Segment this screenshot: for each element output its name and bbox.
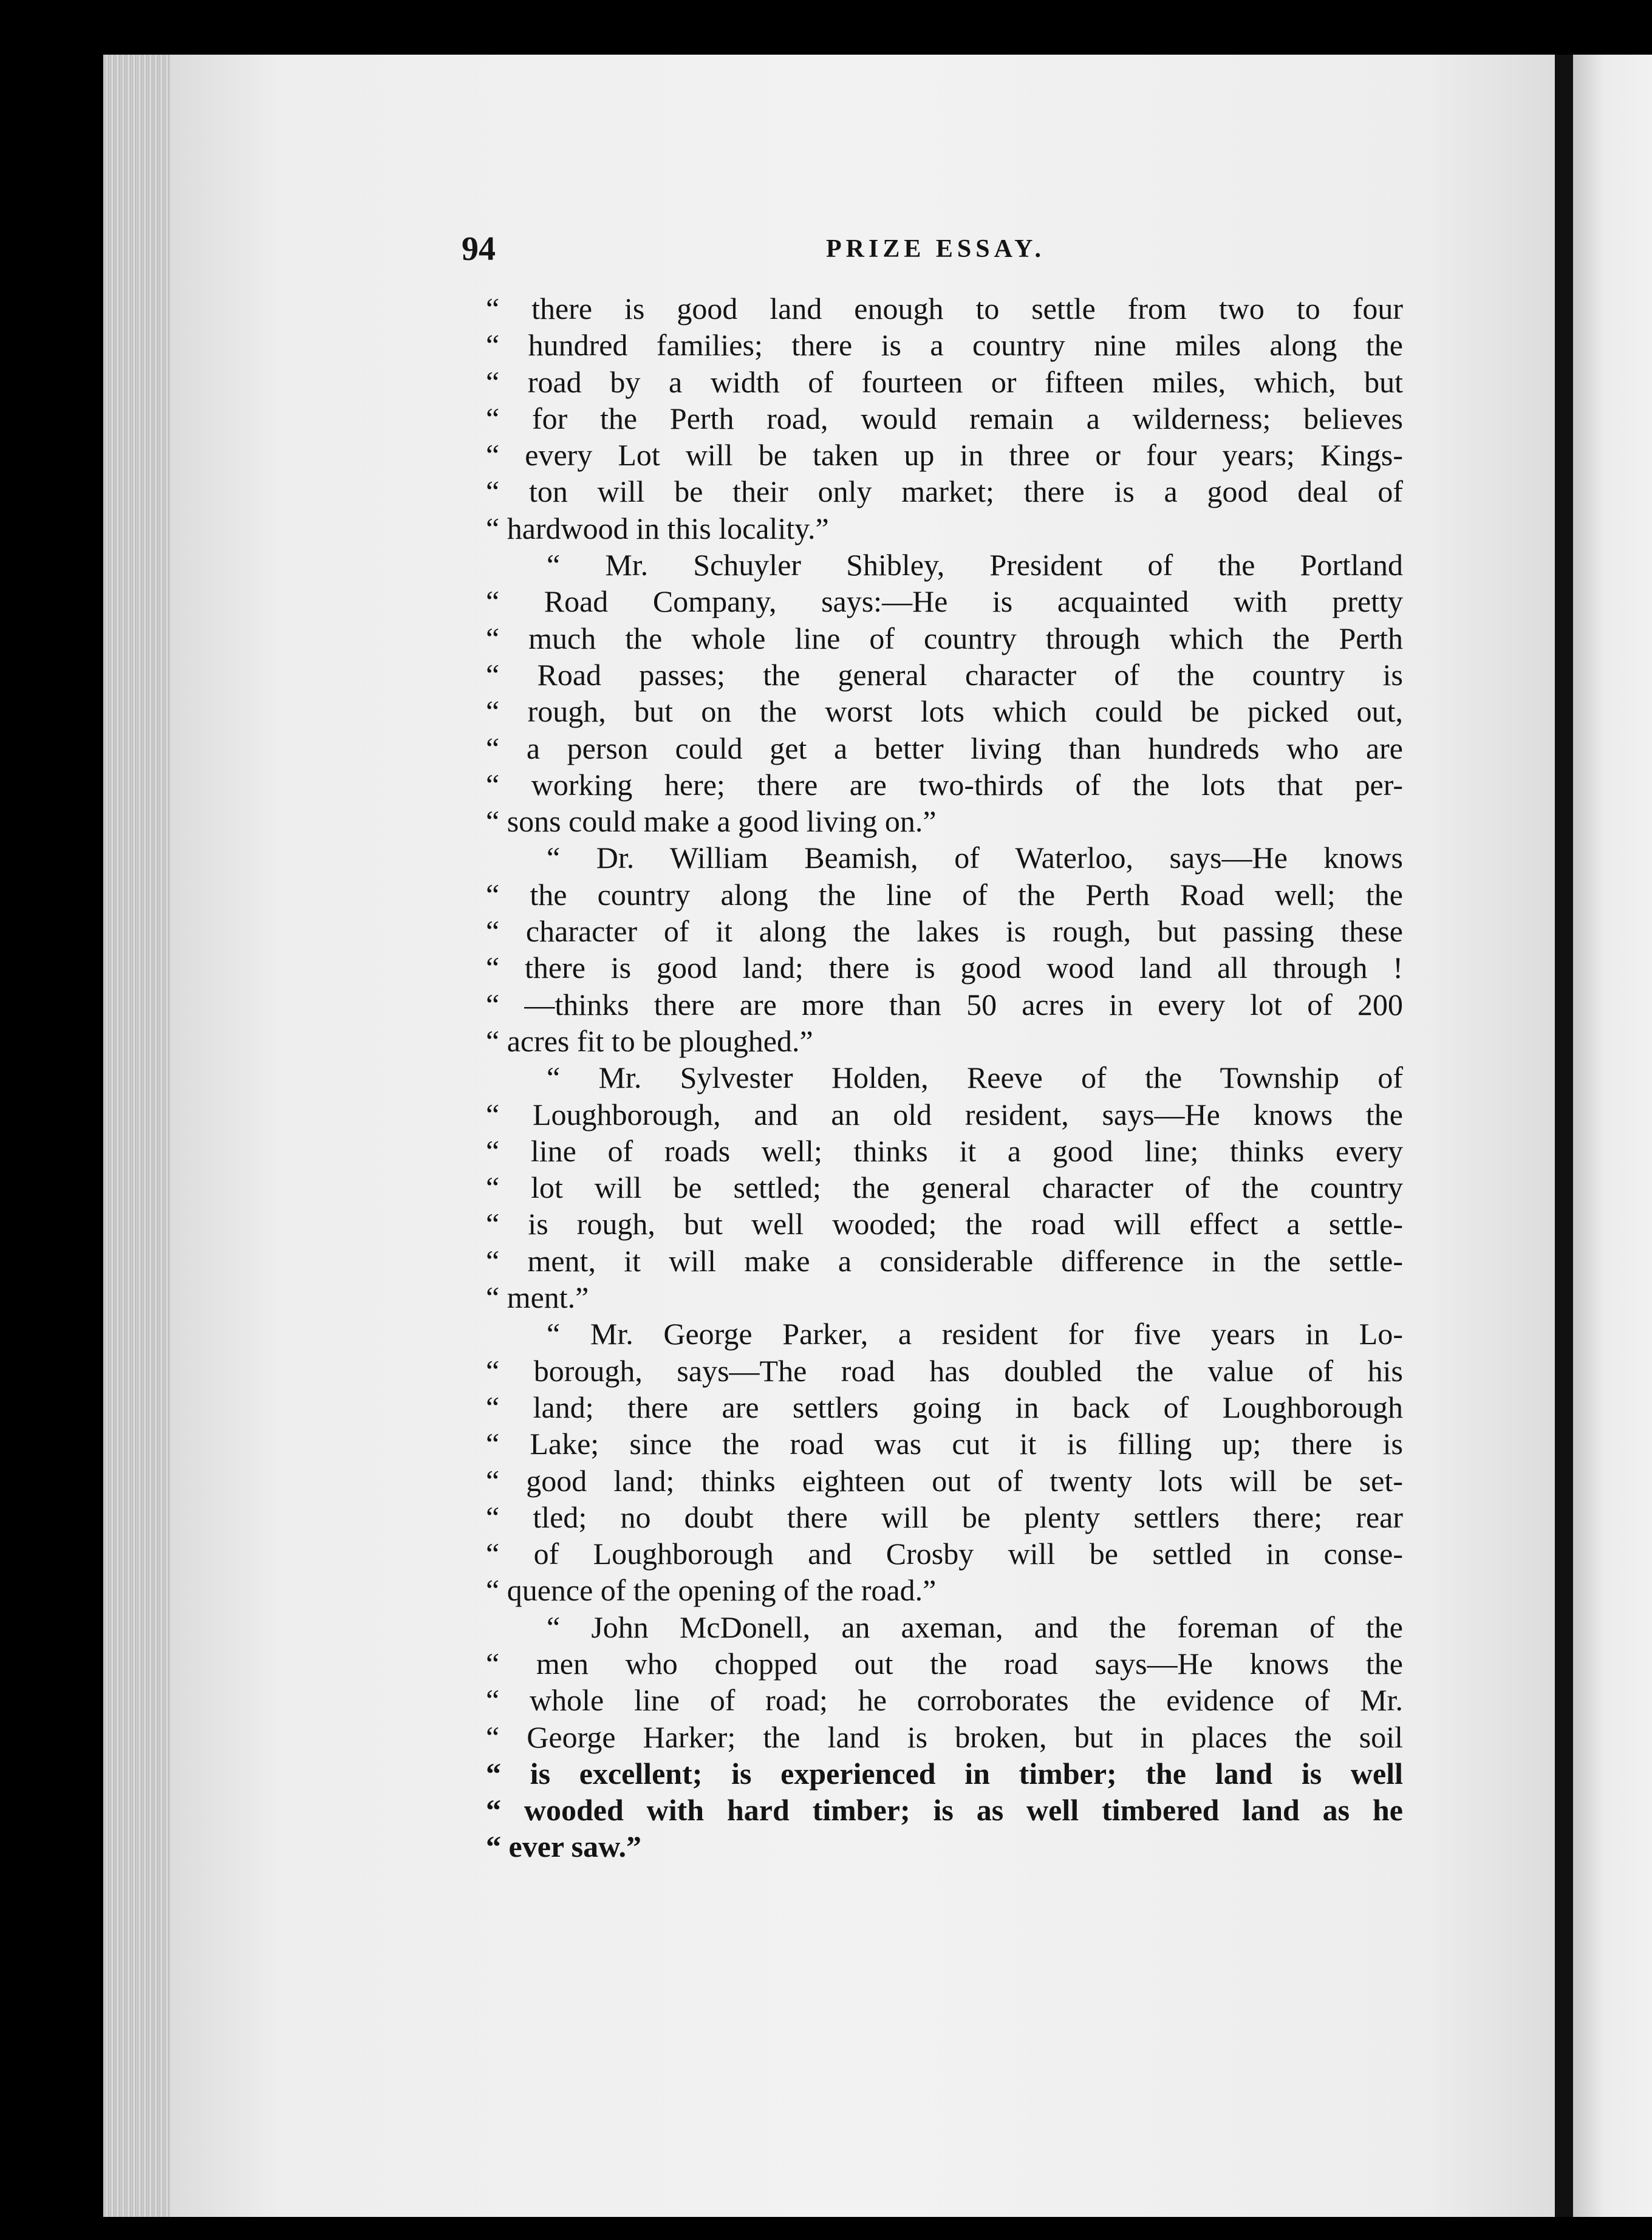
text-line: “ wooded with hard timber; is as well timbered land as he bbox=[486, 1793, 1403, 1828]
paragraph-start-line: “ Mr. George Parker, a resident for five years in Lo- bbox=[547, 1317, 1403, 1351]
text-line: “ for the Perth road, would remain a wilderness; believes bbox=[486, 401, 1403, 435]
text-line: “ there is good land enough to settle from two to four bbox=[486, 292, 1403, 326]
text-line: “ ton will be their only market; there is a good deal of bbox=[486, 474, 1403, 509]
paragraph-start-line: “ Mr. Sylvester Holden, Reeve of the Township of bbox=[547, 1060, 1403, 1095]
text-line: “ sons could make a good living on.” bbox=[486, 804, 937, 839]
text-line: “ is rough, but well wooded; the road will effect a settle- bbox=[486, 1207, 1403, 1241]
text-line: “ hardwood in this locality.” bbox=[486, 511, 829, 545]
text-line: “ working here; there are two-thirds of the lots that per- bbox=[486, 767, 1403, 802]
text-line: “ ment, it will make a considerable difference in the settle- bbox=[486, 1243, 1403, 1278]
text-line: “ every Lot will be taken up in three or four years; Kings- bbox=[486, 438, 1403, 473]
text-line: “ is excellent; is experienced in timber; the land is well bbox=[486, 1756, 1403, 1791]
text-line: “ much the whole line of country through which the Perth bbox=[486, 621, 1403, 655]
page-number: 94 bbox=[462, 230, 496, 268]
page-header bbox=[462, 228, 1403, 270]
text-line: “ tled; no doubt there will be plenty settlers there; rear bbox=[486, 1500, 1403, 1534]
text-line: “ road by a width of fourteen or fifteen miles, which, but bbox=[486, 364, 1403, 399]
text-line: “ men who chopped out the road says—He knows the bbox=[486, 1646, 1403, 1681]
body-text bbox=[486, 290, 1403, 1865]
book-gutter bbox=[1555, 55, 1575, 2217]
paragraph-start-line: “ Dr. William Beamish, of Waterloo, says—He knows bbox=[547, 841, 1403, 875]
text-line: “ borough, says—The road has doubled the value of his bbox=[486, 1353, 1403, 1388]
text-line: “ rough, but on the worst lots which could be picked out, bbox=[486, 694, 1403, 729]
text-line: “ good land; thinks eighteen out of twenty lots will be set- bbox=[486, 1463, 1403, 1498]
text-line: “ —thinks there are more than 50 acres in every lot of 200 bbox=[486, 987, 1403, 1022]
text-line: “ the country along the line of the Perth Road well; the bbox=[486, 877, 1403, 912]
text-line: “ character of it along the lakes is rough, but passing these bbox=[486, 914, 1403, 949]
paragraph-start-line: “ John McDonell, an axeman, and the foreman of the bbox=[547, 1610, 1403, 1644]
text-line: “ hundred families; there is a country nine miles along the bbox=[486, 328, 1403, 363]
text-line: “ Loughborough, and an old resident, says—He knows the bbox=[486, 1097, 1403, 1132]
text-line: “ of Loughborough and Crosby will be settled in conse- bbox=[486, 1537, 1403, 1571]
facing-page-edge bbox=[1573, 55, 1652, 2217]
text-line: “ line of roads well; thinks it a good line; thinks every bbox=[486, 1133, 1403, 1168]
text-line: “ ever saw.” bbox=[486, 1829, 641, 1864]
text-line: “ there is good land; there is good wood land all through ! bbox=[486, 951, 1403, 985]
running-title: PRIZE ESSAY. bbox=[826, 235, 1046, 263]
text-line: “ acres fit to be ploughed.” bbox=[486, 1023, 813, 1058]
text-line: “ George Harker; the land is broken, but in places the soil bbox=[486, 1719, 1403, 1754]
text-line: “ whole line of road; he corroborates the evidence of Mr. bbox=[486, 1683, 1403, 1718]
paragraph-start-line: “ Mr. Schuyler Shibley, President of the Portland bbox=[547, 548, 1403, 582]
text-line: “ Lake; since the road was cut it is filling up; there is bbox=[486, 1427, 1403, 1461]
text-line: “ ment.” bbox=[486, 1280, 589, 1315]
page-edges bbox=[103, 55, 176, 2217]
text-line: “ a person could get a better living than hundreds who are bbox=[486, 731, 1403, 765]
text-line: “ land; there are settlers going in back of Loughborough bbox=[486, 1390, 1403, 1424]
text-line: “ Road Company, says:—He is acquainted with pretty bbox=[486, 584, 1403, 619]
text-line: “ lot will be settled; the general character of the country bbox=[486, 1170, 1403, 1205]
text-line: “ quence of the opening of the road.” bbox=[486, 1573, 937, 1608]
text-line: “ Road passes; the general character of the country is bbox=[486, 657, 1403, 692]
